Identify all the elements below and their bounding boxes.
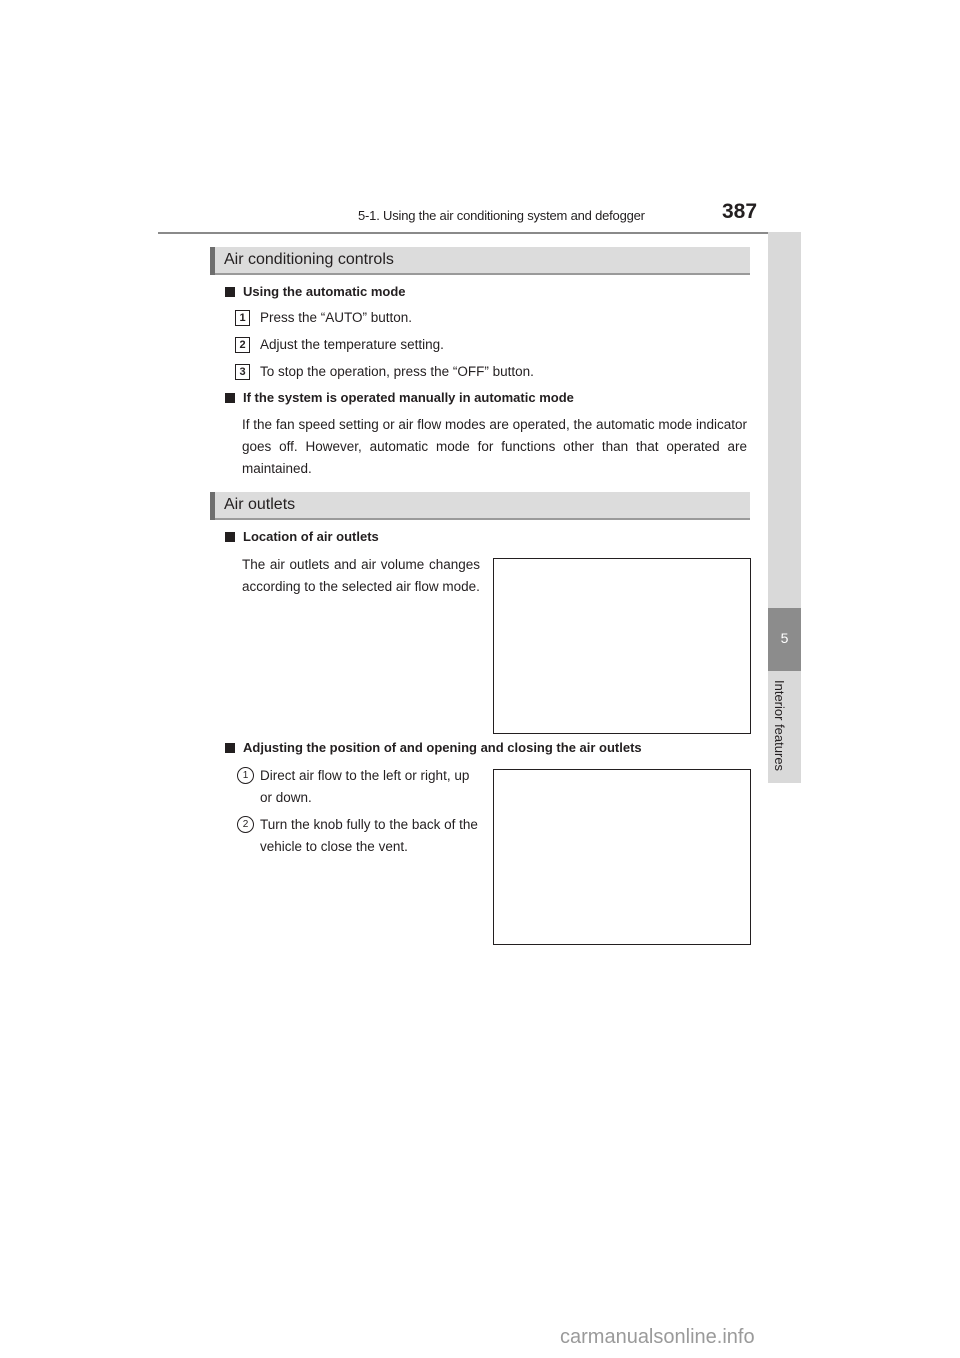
subhead-label: Location of air outlets [243, 529, 379, 544]
chapter-number: 5 [780, 630, 789, 646]
figure-air-outlet-location [493, 558, 751, 734]
step-badge-3: 3 [235, 364, 250, 380]
section-title: Air outlets [224, 496, 296, 513]
square-bullet-icon [225, 393, 235, 403]
subhead-adjusting-outlets [225, 740, 642, 755]
paragraph-location: The air outlets and air volume changes according to the selected air flow mode. [242, 557, 480, 594]
step-text-1: Press the “AUTO” button. [260, 310, 413, 325]
item-text-1: Direct air flow to the left or right, up or down. [260, 768, 470, 805]
section-title: Air conditioning controls [224, 251, 394, 268]
item-text-2: Turn the knob fully to the back of the vehicle to close the vent. [260, 817, 478, 854]
subhead-label: Adjusting the position of and opening and closing the air outlets [243, 740, 642, 755]
subhead-manual-in-automatic [225, 390, 574, 405]
item-badge-1: 1 [237, 767, 254, 784]
section-bar-air-conditioning-controls [210, 247, 750, 275]
step-text-3: To stop the operation, press the “OFF” button. [260, 364, 534, 379]
square-bullet-icon [225, 532, 235, 542]
step-badge-2: 2 [235, 337, 250, 353]
chapter-tab [768, 608, 801, 671]
section-bar-air-outlets [210, 492, 750, 520]
figure-air-outlet-adjust [493, 769, 751, 945]
step-text-2: Adjust the temperature setting. [260, 337, 444, 352]
subhead-automatic-mode [225, 284, 406, 299]
subhead-label: Using the automatic mode [243, 284, 406, 299]
square-bullet-icon [225, 743, 235, 753]
watermark: carmanualsonline.info [560, 1326, 755, 1348]
chapter-label: Interior features [772, 680, 787, 772]
header-section-title: 5-1. Using the air conditioning system and defogger [358, 208, 645, 223]
paragraph-manual-in-automatic: If the fan speed setting or air flow modes are operated, the automatic mode indicator goes off. However, automatic mode for functions other than that operated are maintained. [242, 417, 747, 476]
subhead-label: If the system is operated manually in automatic mode [243, 390, 574, 405]
page-number: 387 [722, 200, 758, 223]
step-badge-1: 1 [235, 310, 250, 326]
item-badge-2: 2 [237, 816, 254, 833]
square-bullet-icon [225, 287, 235, 297]
side-tab-line-top [768, 232, 801, 608]
subhead-location-of-air-outlets [225, 529, 379, 544]
header-rule [158, 232, 800, 234]
